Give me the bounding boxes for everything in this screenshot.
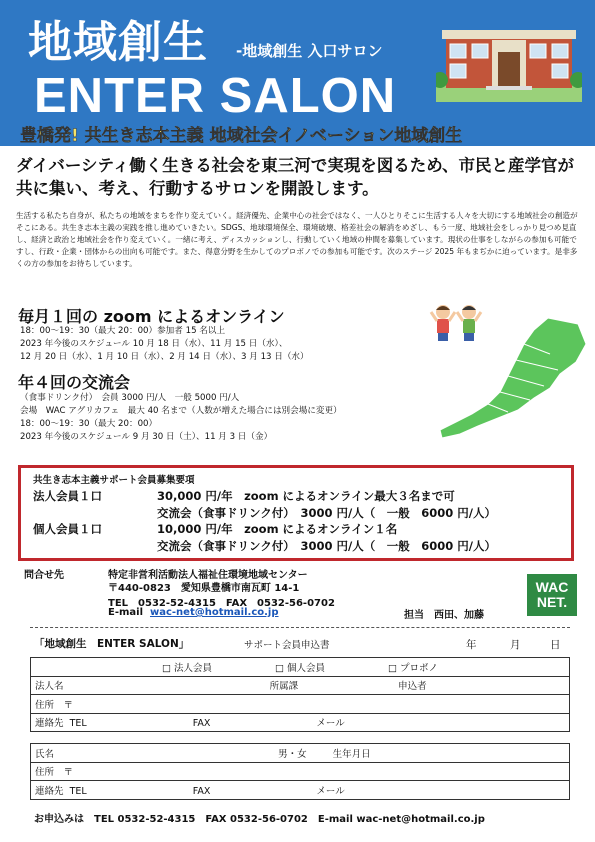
- form-subtitle: サポート会員申込書: [244, 640, 330, 651]
- cut-line: [30, 627, 570, 628]
- corp-name-row[interactable]: [31, 676, 570, 695]
- form-day: 日: [550, 639, 561, 651]
- gender-label: 男・女: [278, 748, 307, 760]
- indiv-fax-label: FAX: [192, 785, 211, 797]
- form-title: 「地域創生 ENTER SALON」: [34, 638, 190, 650]
- contact-email-row: [108, 607, 279, 618]
- indiv-member-meetup: 交流会（食事ドリンク付） 3000 円/人（ 一般 6000 円/人）: [157, 539, 496, 553]
- form-month: 月: [510, 639, 521, 651]
- wac-net-logo: [527, 574, 577, 616]
- corp-member-meetup: 交流会（食事ドリンク付） 3000 円/人（ 一般 6000 円/人）: [157, 506, 496, 520]
- contact-org: 特定非営利活動法人福祉住環境地域センター: [108, 570, 308, 581]
- corp-address-label: 住所 〒: [35, 699, 74, 711]
- indiv-contact-row[interactable]: [31, 781, 570, 800]
- salon-title: ENTER SALON: [34, 69, 397, 123]
- online-schedule-1: 2023 年今後のスケジュール 10 月 18 日（水）、11 月 15 日（水）、: [20, 339, 288, 349]
- name-row[interactable]: [31, 744, 570, 763]
- higashi-mikawa-map: [438, 314, 590, 442]
- indiv-member-label: 個人会員１口: [33, 522, 102, 536]
- indiv-address-field[interactable]: [31, 762, 570, 781]
- form-year: 年: [466, 639, 477, 651]
- corp-contact-label: 連絡先: [35, 718, 64, 730]
- name-label: 氏名: [35, 748, 55, 760]
- meetup-time: 18：00～19：30（最大 20：00）: [20, 419, 158, 429]
- contact-tel-fax: TEL 0532-52-4315 FAX 0532-56-0702: [108, 598, 335, 609]
- online-schedule-2: 12 月 20 日（水）、1 月 10 日（水）、2 月 14 日（水）、3 月 13 日（水）: [20, 352, 309, 362]
- online-heading: 毎月１回の zoom によるオンライン: [18, 307, 285, 326]
- contact-address: 〒440-0823 愛知県豊橋市南瓦町 14-1: [108, 583, 300, 594]
- intro-paragraph: 生活する私たち自身が、私たちの地域をまちを作り変えていく。経済優先、企業中心の社会ではなく、一人ひとりそこに生活する人々を大切にする地域社会の創造がそこにある。共生き志本主義の実践を推し進めていきたい。SDGS、地球環境保全、環境破壊、格差社会の解消をめざし、もう一度、地域社会をしっかり見つめ見直し、経済と政治と地域社会を作り変えていく。一緒に考え、ディスカッションし、行動していく地域の仲間を募集しています。現状の仕事をしながらの参加も可能ですし、行政・企業・団体からの出向も可能です。また、得意分野を生かしてのプロボノでの参加も可能です。次のステージ 2025 年もまぢかに迫っています。是非多くの方の参加をお待ちしています。: [16, 211, 578, 269]
- subtitle: -地域創生 入口サロン: [236, 42, 383, 60]
- email-link[interactable]: wac-net@hotmail.co.jp: [149, 607, 279, 618]
- corp-fax-label: FAX: [192, 718, 211, 730]
- corp-mail-label: メール: [316, 718, 345, 730]
- support-title: 共生き志本主義サポート会員募集要項: [33, 475, 195, 486]
- indiv-contact-label: 連絡先: [35, 785, 64, 797]
- main-title: 地域創生: [28, 17, 208, 68]
- logo-line1: WAC: [535, 579, 569, 595]
- building-illustration: [436, 26, 582, 102]
- indiv-member-fee: 10,000 円/年 zoom によるオンライン１名: [157, 522, 398, 536]
- lead-statement: ダイバーシティ働く生きる社会を東三河で実現を図るため、市民と産学官が共に集い、考え、行動するサロンを開設します。: [16, 156, 575, 198]
- meetup-venue: 会場 WAC アグリカフェ 最大 40 名まで（人数が増えた場合には別会場に変更）: [20, 406, 342, 416]
- footer-contact: お申込みは TEL 0532-52-4315 FAX 0532-56-0702 E-mail wac-net@hotmail.co.jp: [34, 814, 485, 825]
- indiv-mail-label: メール: [316, 785, 345, 797]
- affiliation-label: 所属課: [269, 681, 299, 693]
- contact-label: 問合せ先: [24, 570, 64, 581]
- corp-address-field[interactable]: [31, 695, 570, 714]
- applicant-label: 申込者: [398, 681, 427, 693]
- meetup-schedule: 2023 年今後のスケジュール 9 月 30 日（土）、11 月 3 日（金）: [20, 432, 273, 442]
- corp-member-fee: 30,000 円/年 zoom によるオンライン最大３名まで可: [157, 489, 455, 503]
- opt-probono-checkbox[interactable]: □ プロボノ: [388, 662, 439, 674]
- contact-staff: 担当 西田、加藤: [404, 610, 484, 621]
- header-banner: [0, 0, 595, 146]
- corp-member-label: 法人会員１口: [33, 489, 102, 503]
- opt-corp-checkbox[interactable]: □ 法人会員: [161, 662, 212, 674]
- indiv-address-label: 住所 〒: [35, 767, 74, 779]
- application-form: [30, 657, 570, 800]
- opt-indiv-checkbox[interactable]: □ 個人会員: [275, 662, 325, 674]
- corp-name-label: 法人名: [35, 681, 64, 693]
- online-time: 18：00～19：30（最大 20：00）参加者 15 名以上: [20, 326, 226, 336]
- birth-label: 生年月日: [332, 748, 371, 760]
- logo-line2: NET.: [536, 594, 568, 610]
- corp-contact-row[interactable]: [31, 713, 570, 732]
- indiv-tel-label: TEL: [69, 785, 87, 797]
- support-membership-box: [18, 465, 574, 561]
- corp-tel-label: TEL: [69, 718, 87, 730]
- tagline: 豊橋発! 共生き志本主義 地域社会イノベーション地域創生: [20, 126, 463, 146]
- meetup-heading: 年４回の交流会: [18, 373, 131, 392]
- meetup-fee: （食事ドリンク付） 会員 3000 円/人 一般 5000 円/人: [20, 393, 240, 403]
- email-label: E-mail: [108, 607, 144, 618]
